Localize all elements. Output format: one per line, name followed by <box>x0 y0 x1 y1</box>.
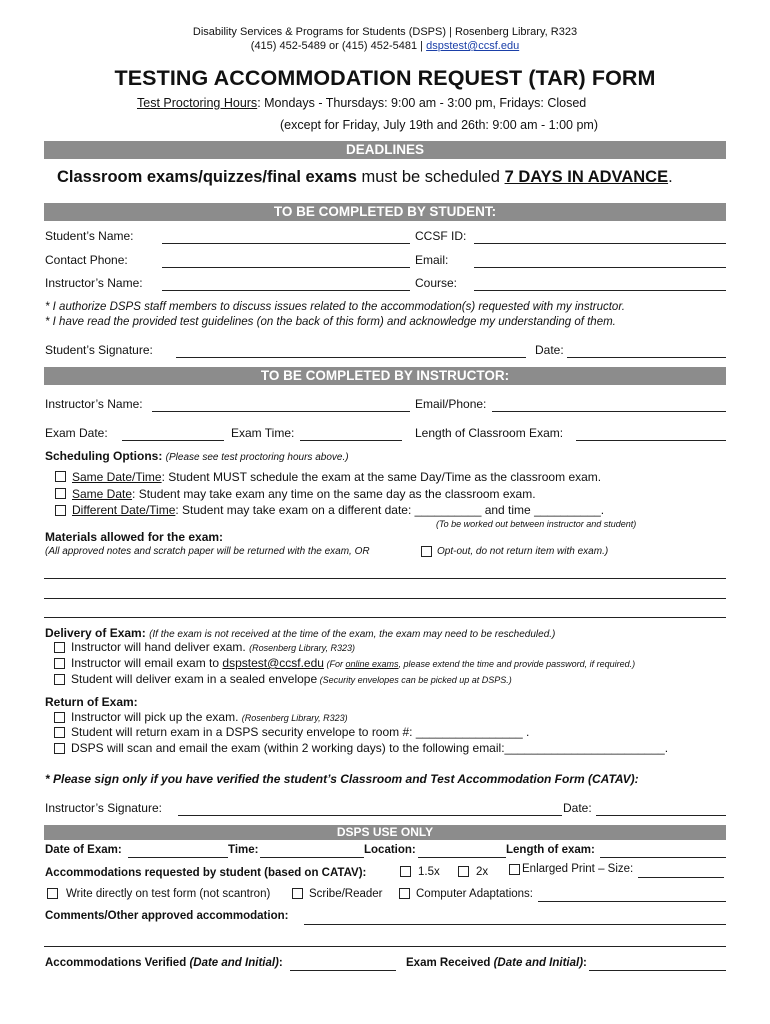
course-field[interactable] <box>474 290 726 291</box>
proctoring-hours <box>137 96 586 110</box>
ccsf-id-label: CCSF ID: <box>415 229 467 243</box>
verified-field[interactable] <box>290 970 396 971</box>
header-email-link[interactable]: dspstest@ccsf.edu <box>426 40 520 52</box>
student-name-label: Student’s Name: <box>45 229 134 243</box>
instructor-date-field[interactable] <box>596 815 726 816</box>
instructor-signature-label: Instructor’s Signature: <box>45 801 162 815</box>
phone-numbers: (415) 452-5489 or (415) 452-5481 | <box>250 40 427 52</box>
scheduling-options <box>45 449 349 463</box>
sealed-envelope-text: Student will deliver exam in a sealed envelope <box>71 672 318 686</box>
email-exam-option <box>71 656 635 670</box>
form-title: TESTING ACCOMMODATION REQUEST (TAR) FORM <box>114 66 656 90</box>
instructor-signature-field[interactable] <box>178 815 562 816</box>
computer-adaptations-label: Computer Adaptations: <box>416 888 533 900</box>
hours-text: : Mondays - Thursdays: 9:00 am - 3:00 pm, Fridays: Closed <box>257 96 587 110</box>
computer-adaptations-field[interactable] <box>538 901 726 902</box>
email-exam-note-post: , please extend the time and provide password, if required.) <box>398 659 636 669</box>
received-colon: : <box>583 957 587 969</box>
deadline-text <box>57 168 673 187</box>
accommodations-label: Accommodations requested by student (based on CATAV): <box>45 867 367 879</box>
sealed-envelope-option <box>71 672 512 686</box>
header-line-2 <box>0 40 770 52</box>
student-return-checkbox[interactable] <box>54 727 65 738</box>
materials-note: (All approved notes and scratch paper will be returned with the exam, OR <box>45 546 370 557</box>
authorization-statement: * I authorize DSPS staff members to discuss issues related to the accommodation(s) requested with my instructor. <box>45 301 625 313</box>
different-date-note: (To be worked out between instructor and student) <box>436 519 637 529</box>
same-date-time-checkbox[interactable] <box>55 471 66 482</box>
student-section-bar: TO BE COMPLETED BY STUDENT: <box>44 203 726 221</box>
opt-out-text: Opt-out, do not return item with exam.) <box>437 546 609 557</box>
dsps-length-field[interactable] <box>600 857 726 858</box>
scribe-reader-checkbox[interactable] <box>292 888 303 899</box>
enlarged-print-label: Enlarged Print – Size: <box>522 863 634 875</box>
verified-colon: : <box>278 957 283 969</box>
hand-deliver-checkbox[interactable] <box>54 642 65 653</box>
student-instructor-label: Instructor’s Name: <box>45 276 143 290</box>
dsps-location-field[interactable] <box>418 857 506 858</box>
hours-label: Test Proctoring Hours <box>137 96 258 110</box>
exam-time-field[interactable] <box>300 440 402 441</box>
email-field[interactable] <box>474 267 726 268</box>
comments-field-2[interactable] <box>44 946 726 947</box>
same-date-option <box>72 487 536 501</box>
comments-field-1[interactable] <box>304 924 726 925</box>
opt-out-checkbox[interactable] <box>421 546 432 557</box>
dsps-location-label: Location: <box>364 844 416 856</box>
instructor-section-bar: TO BE COMPLETED BY INSTRUCTOR: <box>44 367 726 385</box>
hours-exception: (except for Friday, July 19th and 26th: 9:00 am - 1:00 pm) <box>280 118 598 132</box>
same-date-time-text: : Student MUST schedule the exam at the same Day/Time as the classroom exam. <box>161 470 602 484</box>
contact-phone-field[interactable] <box>162 267 410 268</box>
hand-deliver-note: (Rosenberg Library, R323) <box>249 643 355 653</box>
dsps-use-only-bar: DSPS USE ONLY <box>44 825 726 840</box>
sealed-envelope-checkbox[interactable] <box>54 674 65 685</box>
deadline-mid: must be scheduled <box>356 168 505 186</box>
email-exam-text: Instructor will email exam to <box>71 656 223 670</box>
delivery-note: (If the exam is not received at the time of the exam, the exam may need to be rescheduled.) <box>149 629 556 640</box>
materials-line-1[interactable] <box>44 578 726 579</box>
email-phone-field[interactable] <box>492 411 726 412</box>
accommodations-verified <box>45 957 283 969</box>
student-signature-label: Student’s Signature: <box>45 343 153 357</box>
scheduling-label: Scheduling Options: <box>45 449 163 463</box>
same-date-checkbox[interactable] <box>55 488 66 499</box>
dsps-email-link[interactable]: dspstest@ccsf.edu <box>222 656 324 670</box>
student-return-text: Student will return exam in a DSPS security envelope to room #: ________________ . <box>71 725 530 739</box>
write-on-form-checkbox[interactable] <box>47 888 58 899</box>
instructor-name-label: Instructor’s Name: <box>45 397 143 411</box>
received-label: Exam Received <box>406 957 494 969</box>
different-date-text: : Student may take exam on a different date: __________ and time __________. <box>175 503 605 517</box>
dsps-date-label: Date of Exam: <box>45 844 122 856</box>
dsps-date-field[interactable] <box>128 857 228 858</box>
verified-label: Accommodations Verified <box>45 957 190 969</box>
student-signature-field[interactable] <box>176 357 526 358</box>
instructor-pickup-note: (Rosenberg Library, R323) <box>241 713 348 723</box>
guidelines-statement: * I have read the provided test guidelines (on the back of this form) and acknowledge my understanding of them. <box>45 316 616 328</box>
hand-deliver-option <box>71 640 355 654</box>
dsps-scan-text: DSPS will scan and email the exam (within 2 working days) to the following email:________________________. <box>71 741 669 755</box>
contact-phone-label: Contact Phone: <box>45 253 128 267</box>
time-2x-checkbox[interactable] <box>458 866 469 877</box>
received-field[interactable] <box>589 970 726 971</box>
write-on-form-label: Write directly on test form (not scantron) <box>66 888 271 900</box>
same-date-text: : Student may take exam any time on the same day as the classroom exam. <box>132 487 536 501</box>
computer-adaptations-checkbox[interactable] <box>399 888 410 899</box>
time-2x-label: 2x <box>476 866 489 878</box>
online-exams-text: online exams <box>345 659 399 669</box>
different-date-checkbox[interactable] <box>55 505 66 516</box>
delivery-label: Delivery of Exam: <box>45 626 146 640</box>
exam-time-label: Exam Time: <box>231 426 295 440</box>
enlarged-print-checkbox[interactable] <box>509 864 520 875</box>
deadline-days: 7 DAYS IN ADVANCE <box>504 168 669 186</box>
delivery-heading <box>45 626 555 640</box>
instructor-pickup-text: Instructor will pick up the exam. <box>71 710 239 724</box>
dsps-length-label: Length of exam: <box>506 844 595 856</box>
course-label: Course: <box>415 276 458 290</box>
ccsf-id-field[interactable] <box>474 243 726 244</box>
exam-length-field[interactable] <box>576 440 726 441</box>
hand-deliver-text: Instructor will hand deliver exam. <box>71 640 246 654</box>
time-1-5x-checkbox[interactable] <box>400 866 411 877</box>
exam-date-label: Exam Date: <box>45 426 108 440</box>
different-date-label: Different Date/Time <box>72 503 176 517</box>
materials-line-3[interactable] <box>44 617 726 618</box>
exam-date-field[interactable] <box>122 440 224 441</box>
dsps-time-field[interactable] <box>260 857 364 858</box>
same-date-time-option <box>72 470 601 484</box>
deadline-exams: Classroom exams/quizzes/final exams <box>57 168 357 186</box>
received-note: (Date and Initial) <box>493 957 584 969</box>
instructor-name-field[interactable] <box>152 411 410 412</box>
email-phone-label: Email/Phone: <box>415 397 487 411</box>
exam-length-label: Length of Classroom Exam: <box>415 426 564 440</box>
materials-label: Materials allowed for the exam: <box>45 530 224 544</box>
scribe-reader-label: Scribe/Reader <box>309 888 383 900</box>
enlarged-print-size-field[interactable] <box>638 877 724 878</box>
header-line-1: Disability Services & Programs for Students (DSPS) | Rosenberg Library, R323 <box>192 26 578 38</box>
materials-line-2[interactable] <box>44 598 726 599</box>
deadlines-bar: DEADLINES <box>44 141 726 159</box>
scheduling-note: (Please see test proctoring hours above.) <box>165 452 349 463</box>
catav-sign-note: * Please sign only if you have verified the student’s Classroom and Test Accommodation Form (CATAV): <box>45 772 639 786</box>
dsps-time-label: Time: <box>228 844 259 856</box>
same-date-time-label: Same Date/Time <box>72 470 162 484</box>
instructor-pickup-option <box>71 710 348 724</box>
deadline-end: . <box>668 168 673 186</box>
sealed-envelope-note: (Security envelopes can be picked up at DSPS.) <box>317 675 512 685</box>
comments-label: Comments/Other approved accommodation: <box>45 910 289 922</box>
different-date-option <box>72 503 604 517</box>
student-name-field[interactable] <box>162 243 410 244</box>
student-instructor-field[interactable] <box>162 290 410 291</box>
same-date-label: Same Date <box>72 487 133 501</box>
time-1-5x-label: 1.5x <box>418 866 440 878</box>
student-date-field[interactable] <box>567 357 726 358</box>
student-date-label: Date: <box>535 343 564 357</box>
instructor-date-label: Date: <box>563 801 592 815</box>
email-label: Email: <box>415 253 449 267</box>
dsps-scan-checkbox[interactable] <box>54 743 65 754</box>
return-label: Return of Exam: <box>45 695 138 709</box>
email-exam-checkbox[interactable] <box>54 658 65 669</box>
email-exam-note-pre: (For <box>323 659 346 669</box>
verified-note: (Date and Initial) <box>189 957 279 969</box>
exam-received <box>406 957 587 969</box>
instructor-pickup-checkbox[interactable] <box>54 712 65 723</box>
